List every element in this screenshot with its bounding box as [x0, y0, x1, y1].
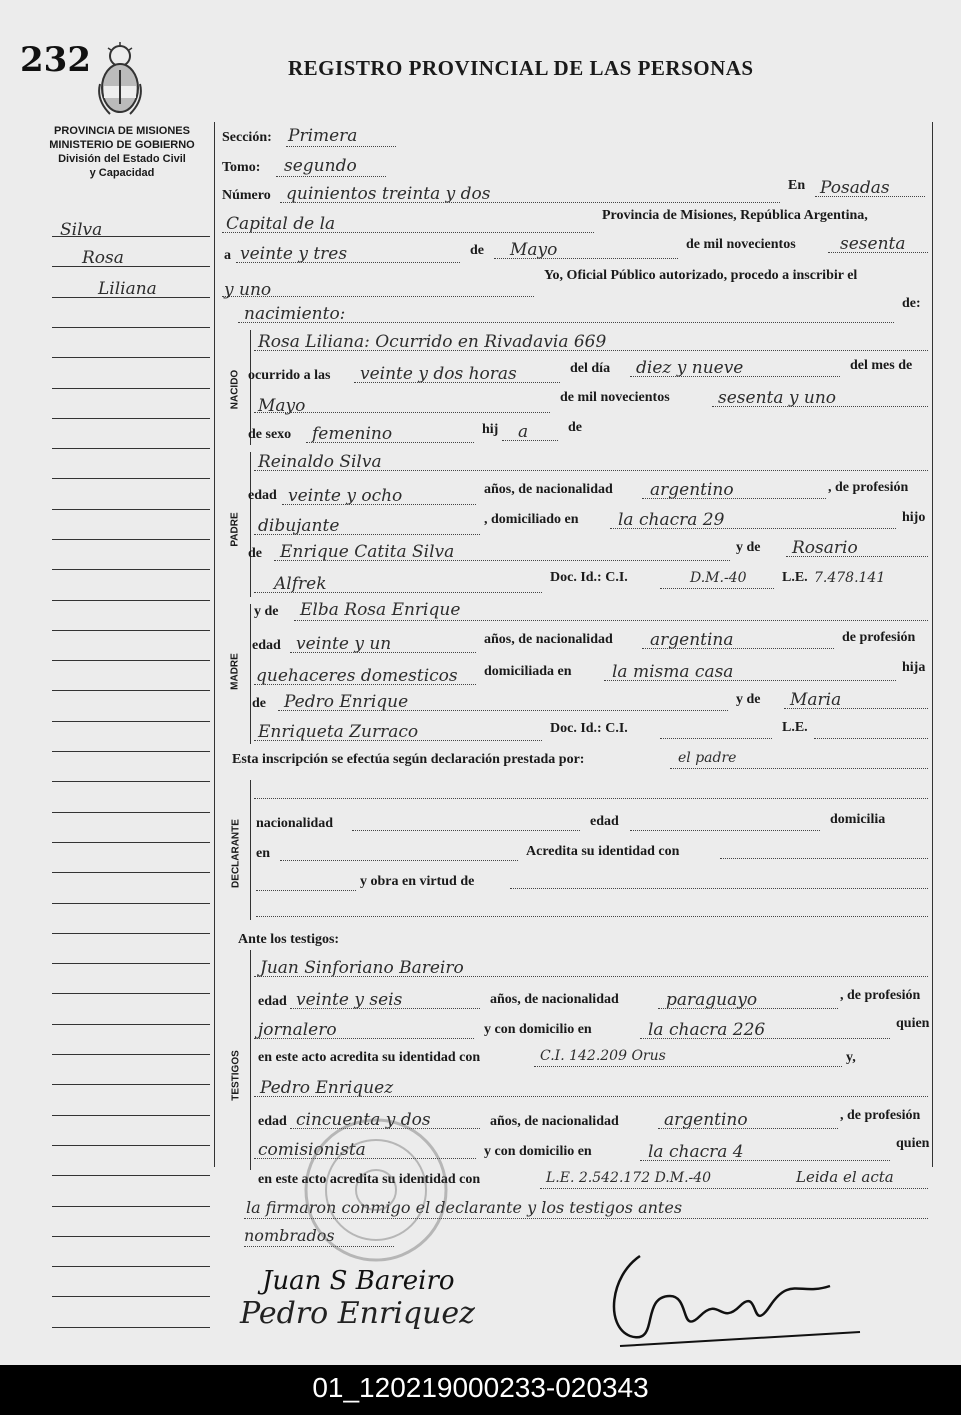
fill-line: [354, 382, 560, 383]
fill-line: [642, 648, 834, 649]
fill-line: [604, 680, 896, 681]
label-declarante: DECLARANTE: [230, 819, 242, 888]
label-hijo: hijo: [902, 510, 926, 525]
value-tomo: segundo: [284, 156, 357, 176]
margin-rule: [52, 872, 210, 873]
label-y-t1: y,: [846, 1050, 856, 1065]
fill-line: [786, 556, 928, 557]
label-inscripcion: Esta inscripción se efectúa según declaración prestada por:: [232, 752, 585, 767]
margin-rule: [52, 842, 210, 843]
fill-line: [256, 916, 928, 917]
margin-rule: [52, 266, 210, 267]
value-t2-prof: comisionista: [258, 1140, 366, 1160]
fill-line: [254, 684, 476, 685]
fill-line: [222, 232, 594, 233]
folio-number: 232: [20, 40, 91, 80]
margin-rule: [52, 1175, 210, 1176]
margin-rule: [52, 1236, 210, 1237]
label-domicilia-dec: domicilia: [830, 812, 886, 827]
value-anio: sesenta: [840, 234, 906, 254]
margin-rule: [52, 1327, 210, 1328]
label-anios-nac-padre: años, de nacionalidad: [484, 482, 613, 497]
label-de-sexo-end: de: [568, 420, 582, 435]
label-y-de-madre: y de: [254, 604, 279, 619]
frame-left: [214, 122, 215, 1167]
value-t1-edad: veinte y seis: [296, 990, 403, 1010]
label-con-dom-t1: y con domicilio en: [484, 1022, 592, 1037]
label-testigos: TESTIGOS: [230, 1050, 242, 1101]
fill-line: [610, 528, 896, 529]
fill-line: [236, 262, 460, 263]
value-acto: nacimiento:: [244, 304, 346, 324]
fill-line: [290, 652, 476, 653]
label-domiciliado: , domiciliado en: [484, 512, 579, 527]
margin-rule: [52, 327, 210, 328]
label-le-padre: L.E.: [782, 570, 808, 585]
fill-line: [254, 740, 542, 741]
margin-rule: [52, 478, 210, 479]
label-tomo: Tomo:: [222, 160, 261, 175]
official-seal-stamp: [296, 1110, 456, 1270]
label-hija: hija: [902, 660, 926, 675]
fill-line: [534, 1066, 842, 1067]
label-prof-t2: , de profesión: [840, 1108, 921, 1123]
label-prof-padre: , de profesión: [828, 480, 909, 495]
label-quien-t1: quien: [896, 1016, 930, 1031]
label-con-dom-t2: y con domicilio en: [484, 1144, 592, 1159]
margin-rule: [52, 1115, 210, 1116]
fill-line: [660, 588, 774, 589]
label-del-mes: del mes de: [850, 358, 913, 373]
fill-line: [238, 322, 894, 323]
margin-rule: [52, 751, 210, 752]
value-hij-suffix: a: [518, 422, 529, 442]
signature-testigo2: Pedro Enriquez: [240, 1296, 475, 1331]
value-cierre-line1: la firmaron conmigo el declarante y los testigos antes: [246, 1198, 683, 1217]
label-mil-novecientos: de mil novecientos: [686, 237, 796, 252]
fill-line: [254, 412, 550, 413]
margin-rule: [52, 721, 210, 722]
fill-line: [280, 860, 518, 861]
margin-name: Liliana: [98, 279, 157, 299]
label-seccion: Sección:: [222, 130, 272, 145]
value-madre-madre-cont: Enriqueta Zurraco: [258, 722, 419, 742]
value-t1-id: C.I. 142.209 Orus: [540, 1048, 666, 1064]
value-padre-madre-cont: Alfrek: [274, 574, 327, 594]
label-nacionalidad-dec: nacionalidad: [256, 816, 334, 831]
value-padre-ci: D.M.-40: [690, 570, 747, 586]
label-de: de: [470, 243, 484, 258]
value-padre-edad: veinte y ocho: [288, 486, 403, 506]
label-edad-t1: edad: [258, 994, 287, 1009]
issuer-line: PROVINCIA DE MISIONES: [54, 125, 190, 137]
label-ante-testigos: Ante los testigos:: [238, 932, 340, 947]
margin-rule: [52, 1084, 210, 1085]
margin-rule: [52, 1206, 210, 1207]
label-doc-madre: Doc. Id.: C.I.: [550, 721, 628, 736]
label-acredita-t1: en este acto acredita su identidad con: [258, 1050, 481, 1065]
section-bracket: [250, 604, 251, 744]
fill-line: [256, 890, 356, 891]
value-testigo2-nombre: Pedro Enriquez: [260, 1078, 394, 1098]
margin-rule: [52, 1054, 210, 1055]
fill-line: [254, 534, 480, 535]
fill-line: [280, 202, 780, 203]
margin-name: Rosa: [82, 248, 124, 268]
margin-rule: [52, 509, 210, 510]
fill-line: [660, 738, 772, 739]
section-bracket: [250, 452, 251, 597]
value-padre-le: 7.478.141: [814, 570, 886, 586]
margin-rule: [52, 357, 210, 358]
fill-line: [276, 176, 386, 177]
margin-rule: [52, 630, 210, 631]
label-padre: PADRE: [229, 512, 241, 547]
value-nacido-nombre: Rosa Liliana: Ocurrido en Rivadavia 669: [258, 332, 607, 352]
fill-line: [784, 708, 928, 709]
fill-line: [274, 560, 730, 561]
value-declarante: el padre: [678, 750, 737, 766]
value-t2-dom: la chacra 4: [648, 1142, 744, 1162]
label-prof-madre: de profesión: [842, 630, 916, 645]
fill-line: [502, 440, 558, 441]
margin-rule: [52, 812, 210, 813]
margin-rule: [52, 993, 210, 994]
margin-surname: Silva: [60, 220, 103, 240]
fill-line: [494, 258, 678, 259]
value-cierre-line2: nombrados: [244, 1226, 335, 1245]
label-edad-t2: edad: [258, 1114, 287, 1129]
label-edad-dec: edad: [590, 814, 619, 829]
margin-rule: [52, 1145, 210, 1146]
label-edad-padre: edad: [248, 488, 277, 503]
label-mil-novecientos-2: de mil novecientos: [560, 390, 670, 405]
margin-rule: [52, 388, 210, 389]
fill-line: [254, 592, 542, 593]
label-de-colon: de:: [902, 296, 921, 311]
value-mes: Mayo: [510, 240, 558, 260]
label-de-madre: de: [252, 696, 266, 711]
value-t2-nac: argentino: [664, 1110, 748, 1130]
value-madre-dom: la misma casa: [612, 662, 734, 682]
value-padre-dom: la chacra 29: [618, 510, 725, 530]
value-t2-id: L.E. 2.542.172 D.M.-40: [546, 1170, 712, 1186]
fill-line: [254, 1038, 474, 1039]
label-obra-dec: y obra en virtud de: [360, 874, 475, 889]
label-del-dia: del día: [570, 361, 611, 376]
margin-rule: [52, 448, 210, 449]
fill-line: [540, 1188, 928, 1189]
value-seccion: Primera: [288, 126, 358, 146]
label-edad-madre: edad: [252, 638, 281, 653]
issuer-block: [36, 124, 208, 180]
value-dia: veinte y tres: [240, 244, 348, 264]
value-t1-dom: la chacra 226: [648, 1020, 766, 1040]
issuer-line: División del Estado Civil: [58, 153, 186, 165]
fill-line: [630, 830, 820, 831]
margin-rule: [52, 781, 210, 782]
footer-code: 01_120219000233-020343: [0, 1365, 961, 1415]
value-dia-nac: diez y nueve: [636, 358, 744, 378]
fill-line: [254, 470, 928, 471]
value-madre-nac: argentina: [650, 630, 734, 650]
fill-line: [658, 1128, 838, 1129]
fill-line: [815, 196, 925, 197]
label-prof-t1: , de profesión: [840, 988, 921, 1003]
margin-rule: [52, 539, 210, 540]
fill-line: [282, 504, 476, 505]
value-t1-prof: jornalero: [258, 1020, 337, 1040]
margin-rule: [52, 1266, 210, 1267]
label-de-padre: de: [248, 546, 262, 561]
register-title: REGISTRO PROVINCIAL DE LAS PERSONAS: [288, 56, 754, 80]
value-anio-nac: sesenta y uno: [718, 388, 837, 408]
fill-line: [286, 146, 396, 147]
label-anios-nac-madre: años, de nacionalidad: [484, 632, 613, 647]
value-madre-prof: quehaceres domesticos: [256, 666, 458, 686]
value-testigo1-nombre: Juan Sinforiano Bareiro: [260, 958, 464, 978]
value-capital: Capital de la: [226, 214, 336, 234]
fill-line: [290, 1008, 480, 1009]
label-domiciliada: domiciliada en: [484, 664, 572, 679]
label-anios-nac-t1: años, de nacionalidad: [490, 992, 619, 1007]
label-nacido: NACIDO: [229, 369, 241, 410]
label-yo: Yo, Oficial Público autorizado, procedo a inscribir el: [544, 268, 858, 283]
value-padre-prof: dibujante: [258, 516, 340, 536]
fill-line: [642, 498, 826, 499]
signature-official: [600, 1236, 880, 1356]
fill-line: [640, 1038, 890, 1039]
value-madre-edad: veinte y un: [296, 634, 392, 654]
margin-rule: [52, 690, 210, 691]
margin-rule: [52, 933, 210, 934]
margin-rule: [52, 903, 210, 904]
fill-line: [720, 858, 928, 859]
label-madre: MADRE: [229, 653, 241, 690]
label-ocurrido: ocurrido a las: [248, 368, 331, 383]
fill-line: [222, 296, 534, 297]
frame-right: [932, 122, 933, 1167]
coat-of-arms-emblem: [92, 40, 148, 120]
value-en: Posadas: [820, 178, 890, 198]
label-a: a: [224, 248, 231, 263]
label-en-dec: en: [256, 846, 270, 861]
margin-rule: [52, 963, 210, 964]
value-sexo: femenino: [312, 424, 393, 444]
value-padre-nombre: Reinaldo Silva: [258, 452, 382, 472]
label-acredita-dec: Acredita su identidad con: [526, 844, 680, 859]
value-mes-nac: Mayo: [258, 396, 306, 416]
value-madre-nombre: Elba Rosa Enrique: [300, 600, 461, 620]
margin-rule: [52, 660, 210, 661]
fill-line: [294, 620, 928, 621]
fill-line: [670, 768, 928, 769]
value-numero: quinientos treinta y dos: [286, 184, 491, 204]
value-padre-padre: Enrique Catita Silva: [280, 542, 455, 562]
margin-rule: [52, 418, 210, 419]
section-bracket: [250, 780, 251, 920]
value-madre-padre: Pedro Enrique: [284, 692, 409, 712]
label-doc-padre: Doc. Id.: C.I.: [550, 570, 628, 585]
label-le-madre: L.E.: [782, 720, 808, 735]
fill-line: [352, 830, 580, 831]
value-padre-nac: argentino: [650, 480, 734, 500]
margin-rule: [52, 1296, 210, 1297]
value-anio-cont: y uno: [224, 280, 272, 300]
fill-line: [254, 350, 928, 351]
fill-line: [814, 738, 928, 739]
label-acredita-t2: en este acto acredita su identidad con: [258, 1172, 481, 1187]
fill-line: [828, 252, 928, 253]
value-hora: veinte y dos horas: [360, 364, 517, 384]
margin-rule: [52, 1024, 210, 1025]
fill-line: [254, 976, 928, 977]
issuer-line: MINISTERIO DE GOBIERNO: [49, 139, 195, 151]
fill-line: [254, 798, 928, 799]
fill-line: [630, 376, 840, 377]
label-en: En: [788, 178, 806, 193]
issuer-line: y Capacidad: [89, 167, 155, 179]
label-y-de-madre2: y de: [736, 692, 761, 707]
label-quien-t2: quien: [896, 1136, 930, 1151]
signature-testigo1: Juan S Bareiro: [262, 1266, 455, 1296]
value-t1-nac: paraguayo: [666, 990, 758, 1010]
fill-line: [712, 406, 928, 407]
label-y-de-padre: y de: [736, 540, 761, 555]
value-t2-edad: cincuenta y dos: [296, 1110, 431, 1130]
value-madre-madre: Maria: [790, 690, 842, 710]
margin-rule: [52, 569, 210, 570]
fill-line: [278, 710, 728, 711]
label-numero: Número: [222, 188, 271, 203]
fill-line: [254, 1096, 928, 1097]
value-padre-madre: Rosario: [792, 538, 858, 558]
label-sexo: de sexo: [248, 427, 292, 442]
label-hij: hij: [482, 422, 499, 437]
fill-line: [306, 442, 474, 443]
margin-rule: [52, 600, 210, 601]
label-provincia: Provincia de Misiones, República Argentina,: [602, 208, 868, 223]
fill-line: [640, 1160, 890, 1161]
value-leida: Leida el acta: [796, 1168, 894, 1186]
fill-line: [510, 888, 928, 889]
label-anios-nac-t2: años, de nacionalidad: [490, 1114, 619, 1129]
section-bracket: [250, 950, 251, 1170]
fill-line: [658, 1008, 838, 1009]
